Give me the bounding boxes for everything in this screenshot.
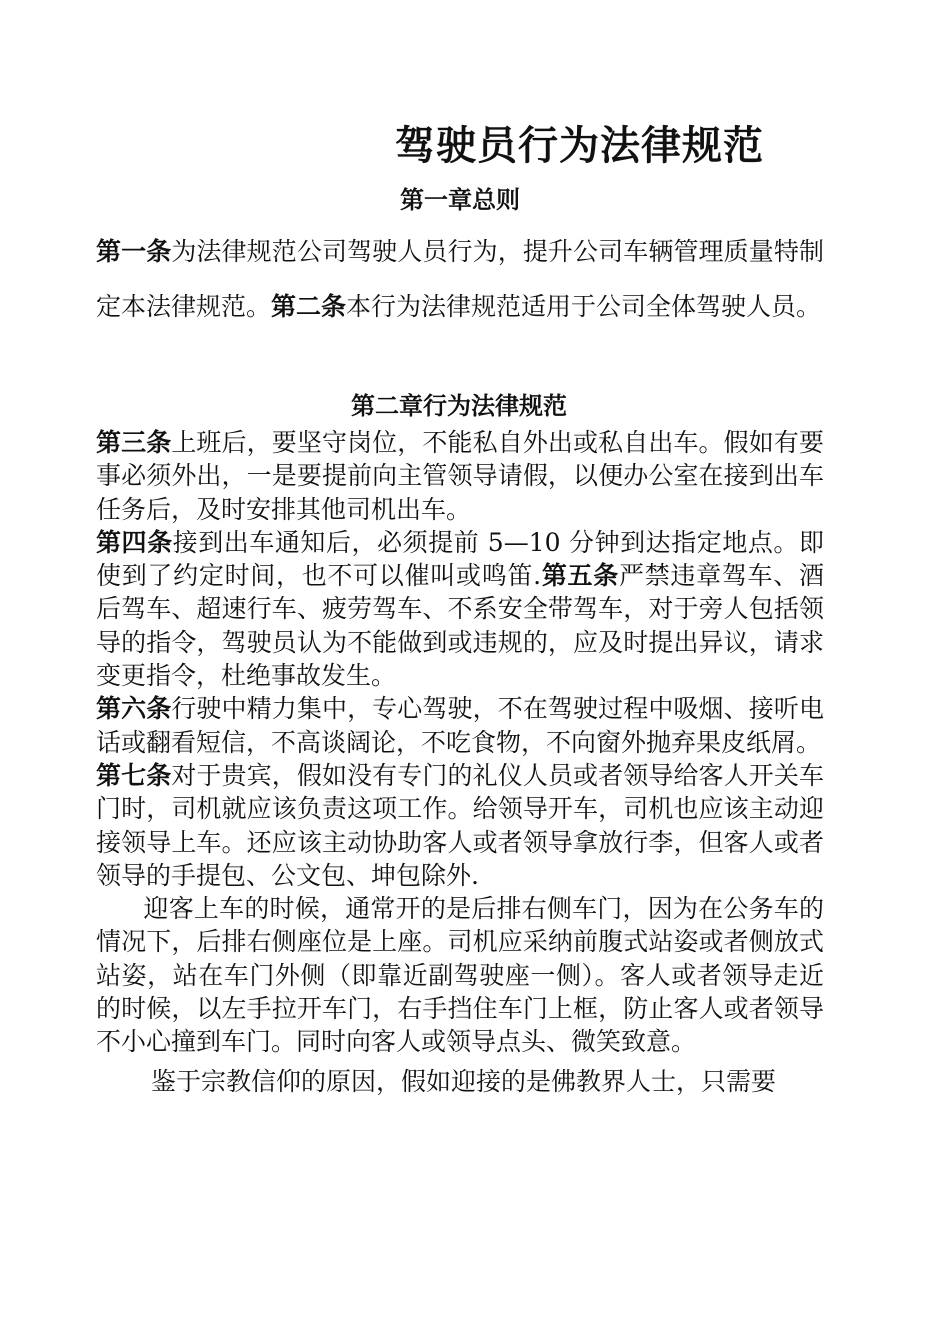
article-2-text: 本行为法律规范适用于公司全体驾驶人员。 xyxy=(346,292,822,321)
article-4-paragraph xyxy=(96,526,824,692)
chapter-1-heading xyxy=(0,180,950,215)
article-4-label: 第四条 xyxy=(96,527,173,557)
article-7-text: 对于贵宾，假如没有专门的礼仪人员或者领导给客人开关车门时，司机就应该负责这项工作。给领导开车，司机也应该主动迎接领导上车。还应该主动协助客人或者领导拿放行李，但客人或者领导的手提包、公文包、坤包除外. xyxy=(96,760,824,890)
chapter-2-heading-text: 第二章行为法律规范 xyxy=(351,392,567,420)
article-7-paragraph xyxy=(96,759,824,892)
article-1-text: 为法律规范公司驾驶人员行为，提升公司车辆管理质量特制定本法律规范。 xyxy=(96,237,824,321)
chapter-2-heading xyxy=(0,386,950,421)
article-6-text: 行驶中精力集中，专心驾驶，不在驾驶过程中吸烟、接听电话或翻看短信，不高谈阔论，不吃食物，不向窗外抛弃果皮纸屑。 xyxy=(96,694,824,757)
article-2-label: 第二条 xyxy=(271,292,347,321)
article-6-paragraph xyxy=(96,692,824,759)
article-5-text: 严禁违章驾车、酒后驾车、超速行车、疲劳驾车、不系安全带驾车，对于旁人包括领导的指令，驾驶员认为不能做到或违规的，应及时提出异议，请求变更指令，杜绝事故发生。 xyxy=(96,561,824,691)
article-1-paragraph xyxy=(96,224,824,334)
chapter-2-body xyxy=(96,426,824,1098)
article-7-label: 第七条 xyxy=(96,760,172,790)
chapter-1-body xyxy=(96,224,824,334)
article-3-paragraph xyxy=(96,426,824,526)
article-3-label: 第三条 xyxy=(96,428,172,457)
article-6-label: 第六条 xyxy=(96,694,172,724)
article-5-label: 第五条 xyxy=(541,561,619,591)
article-4-text: 接到出车通知后，必须提前 5—10 分钟到达指定地点。即使到了约定时间，也不可以催叫或鸣笛. xyxy=(96,527,824,591)
chapter-1-heading-text: 第一章总则 xyxy=(400,186,520,214)
article-3-text: 上班后，要坚守岗位，不能私自外出或私自出车。假如有要事必须外出，一是要提前向主管领导请假，以便办公室在接到出车任务后，及时安排其他司机出车。 xyxy=(96,428,824,524)
greeting-paragraph: 迎客上车的时候，通常开的是后排右侧车门，因为在公务车的情况下，后排右侧座位是上座。司机应采纳前腹式站姿或者侧放式站姿，站在车门外侧（即靠近副驾驶座一侧）。客人或者领导走近的时候，以左手拉开车门，右手挡住车门上框，防止客人或者领导不小心撞到车门。同时向客人或领导点头、微笑致意。 xyxy=(96,894,824,1057)
article-1-label: 第一条 xyxy=(96,237,172,266)
page-title: 驾驶员行为法律规范 xyxy=(395,123,764,169)
religion-paragraph: 鉴于宗教信仰的原因，假如迎接的是佛教界人士，只需要 xyxy=(151,1066,777,1096)
